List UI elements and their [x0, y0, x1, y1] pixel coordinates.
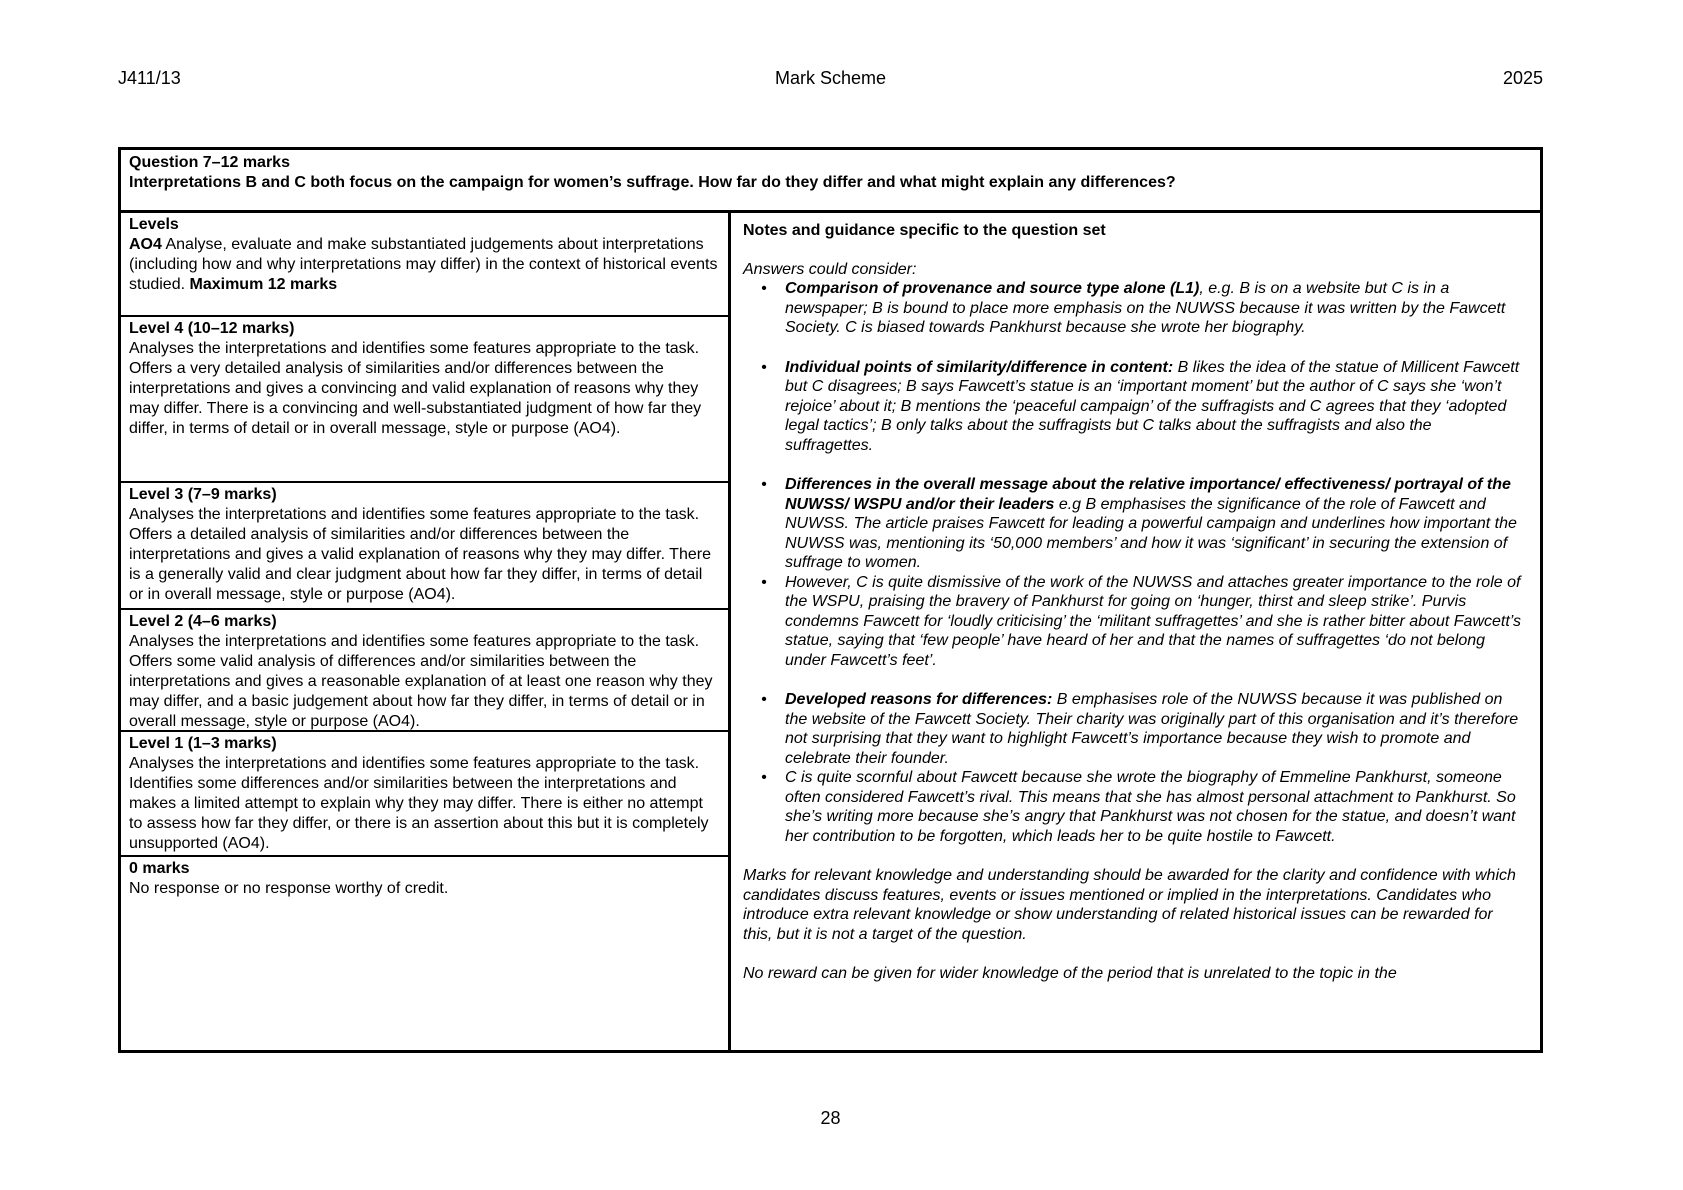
- bullet-text: C is quite scornful about Fawcett because she wrote the biography of Emmeline Pankhurst, someone often considered Fawcett’s rival. This means that she has almost personal attachment to Pankhurst. So she’s writing more because she’s angry that Pankhurst was not chosen for the statue, and doesn’t want her contribution to be forgotten, which leads her to be quite hostile to Fawcett.: [785, 769, 1516, 845]
- level-3-heading: Level 3 (7–9 marks): [129, 486, 277, 503]
- level-1-heading: Level 1 (1–3 marks): [129, 735, 277, 752]
- bullet-item-content-points: [743, 358, 1528, 456]
- doc-title: Mark Scheme: [774, 68, 887, 88]
- bullet-marker: •: [761, 476, 767, 493]
- bullet-item-developed-reasons: [743, 690, 1528, 768]
- level-3-descriptor: Analyses the interpretations and identifies some features appropriate to the task. Offers a detailed analysis of similarities and/or differences between the interpretations and gives a valid explanation of reasons why they may differ. There is a generally valid and clear judgment about how far they differ, in terms of detail or in overall message, style or purpose (AO4).: [129, 506, 711, 603]
- notes-truncated-paragraph: No reward can be given for wider knowledge of the period that is unrelated to the topic in the: [743, 965, 1397, 982]
- ao-label: AO4: [129, 236, 162, 253]
- levels-column: [121, 213, 731, 1050]
- ao-text: Analyse, evaluate and make substantiated judgements about interpretations (including how and why interpretations may differ) in the context of historical events studied.: [129, 236, 718, 293]
- bullet-item-however-c: [743, 573, 1528, 671]
- level-3-cell: [121, 481, 728, 608]
- ao-description: [129, 235, 720, 295]
- level-4-heading: Level 4 (10–12 marks): [129, 320, 295, 337]
- bullet-text: B emphasises role of the NUWSS because it was published on the website of the Fawcett Society. Their charity was originally part of this organisation and it’s therefore not surprising that they want to highlight Fawcett’s importance because they wish to promote and celebrate their founder.: [785, 691, 1519, 767]
- doc-code: J411/13: [118, 68, 181, 88]
- mark-scheme-table: [118, 147, 1543, 1053]
- bullet-marker: •: [761, 769, 767, 786]
- bullet-marker: •: [761, 573, 767, 591]
- doc-year: 2025: [1502, 68, 1543, 88]
- level-4-cell: [121, 315, 728, 481]
- bullet-item-c-scornful: [743, 768, 1528, 846]
- bullet-text: , e.g. B is on a website but C is in a newspaper; B is bound to place more emphasis on the NUWSS because it was written by the Fawcett Society. C is biased towards Pankhurst because she wrote her biography.: [785, 280, 1506, 336]
- levels-title: Levels: [129, 216, 179, 233]
- level-1-descriptor: Analyses the interpretations and identifies some features appropriate to the task. Identifies some differences and/or similarities between the interpretations and makes a limited attempt to explain why they may differ. There is either no attempt to assess how far they differ, or there is an assertion about this but it is completely unsupported (AO4).: [129, 755, 709, 852]
- bullet-lead: Developed reasons for differences:: [785, 691, 1053, 708]
- levels-ao-cell: [121, 213, 728, 315]
- bullet-lead: Differences in the overall message about the relative importance/ effectiveness/ portrayal of the NUWSS/ WSPU and/or their leaders: [785, 476, 1511, 513]
- notes-intro: Answers could consider:: [743, 260, 917, 278]
- notes-column: [731, 213, 1540, 1050]
- ao-max-marks: Maximum 12 marks: [189, 276, 338, 293]
- page-number: 28: [820, 1108, 841, 1128]
- running-header: [118, 68, 1543, 89]
- notes-title: Notes and guidance specific to the question set: [743, 222, 1106, 239]
- zero-marks-cell: [121, 855, 728, 1050]
- bullet-text: B likes the idea of the statue of Millicent Fawcett but C disagrees; B says Fawcett’s statue is an ‘important moment’ but the author of C says she ‘won’t rejoice’ about it; B mentions the ‘peaceful campaign’ of the suffragists and C agrees that they ‘adopted legal tactics’; B only talks about the suffragists but C talks about the suffragists and also the suffragettes.: [785, 358, 1520, 454]
- question-text-line: Interpretations B and C both focus on the campaign for women’s suffrage. How far do they differ and what might explain any differences?: [129, 174, 1176, 191]
- bullet-item-provenance: [743, 279, 1528, 338]
- zero-marks-descriptor: No response or no response worthy of credit.: [129, 880, 449, 897]
- bullet-lead: Individual points of similarity/difference in content:: [785, 358, 1174, 376]
- question-header-row: [121, 150, 1540, 213]
- notes-closing-paragraph: Marks for relevant knowledge and understanding should be awarded for the clarity and confidence with which candidates discuss features, events or issues mentioned or implied in the interpretations. Candidates who introduce extra relevant knowledge or show understanding of related historical issues can be rewarded for this, but it is not a target of the question.: [743, 867, 1516, 943]
- question-marks-line: Question 7–12 marks: [129, 154, 290, 171]
- level-4-descriptor: Analyses the interpretations and identifies some features appropriate to the task. Offers a very detailed analysis of similarities and/or differences between the interpretations and gives a convincing and valid explanation of reasons why they may differ. There is a convincing and well-substantiated judgment of how far they differ, in terms of detail or in overall message, style or purpose (AO4).: [129, 340, 702, 437]
- bullet-text: e.g B emphasises the significance of the role of Fawcett and NUWSS. The article praises Fawcett for leading a powerful campaign and underlines how important the NUWSS was, mentioning its ‘50,000 members’ and how it was ‘significant’ in securing the extension of suffrage to women.: [785, 495, 1517, 571]
- bullet-marker: •: [761, 358, 767, 376]
- bullet-marker: •: [761, 691, 767, 708]
- bullet-lead: Comparison of provenance and source type alone (L1): [785, 280, 1200, 297]
- level-1-cell: [121, 730, 728, 855]
- table-body: [121, 213, 1540, 1050]
- bullet-text: However, C is quite dismissive of the work of the NUWSS and attaches greater importance to the role of the WSPU, praising the bravery of Pankhurst for going on ‘hunger, thirst and sleep strike’. Purvis condemns Fawcett for ‘loudly criticising’ the ‘militant suffragettes’ and she is rather bitter about Fawcett’s statue, saying that ‘few people’ have heard of her and that the names of suffragettes ‘do not belong under Fawcett’s feet’.: [785, 573, 1522, 669]
- zero-marks-heading: 0 marks: [129, 860, 190, 877]
- level-2-cell: [121, 608, 728, 730]
- level-2-heading: Level 2 (4–6 marks): [129, 613, 277, 630]
- level-2-descriptor: Analyses the interpretations and identifies some features appropriate to the task. Offers some valid analysis of differences and/or similarities between the interpretations and gives a reasonable explanation of at least one reason why they may differ, and a basic judgement about how far they differ, in terms of detail or in overall message, style or purpose (AO4).: [129, 633, 713, 730]
- bullet-marker: •: [761, 280, 767, 297]
- bullet-item-overall-message: [743, 475, 1528, 573]
